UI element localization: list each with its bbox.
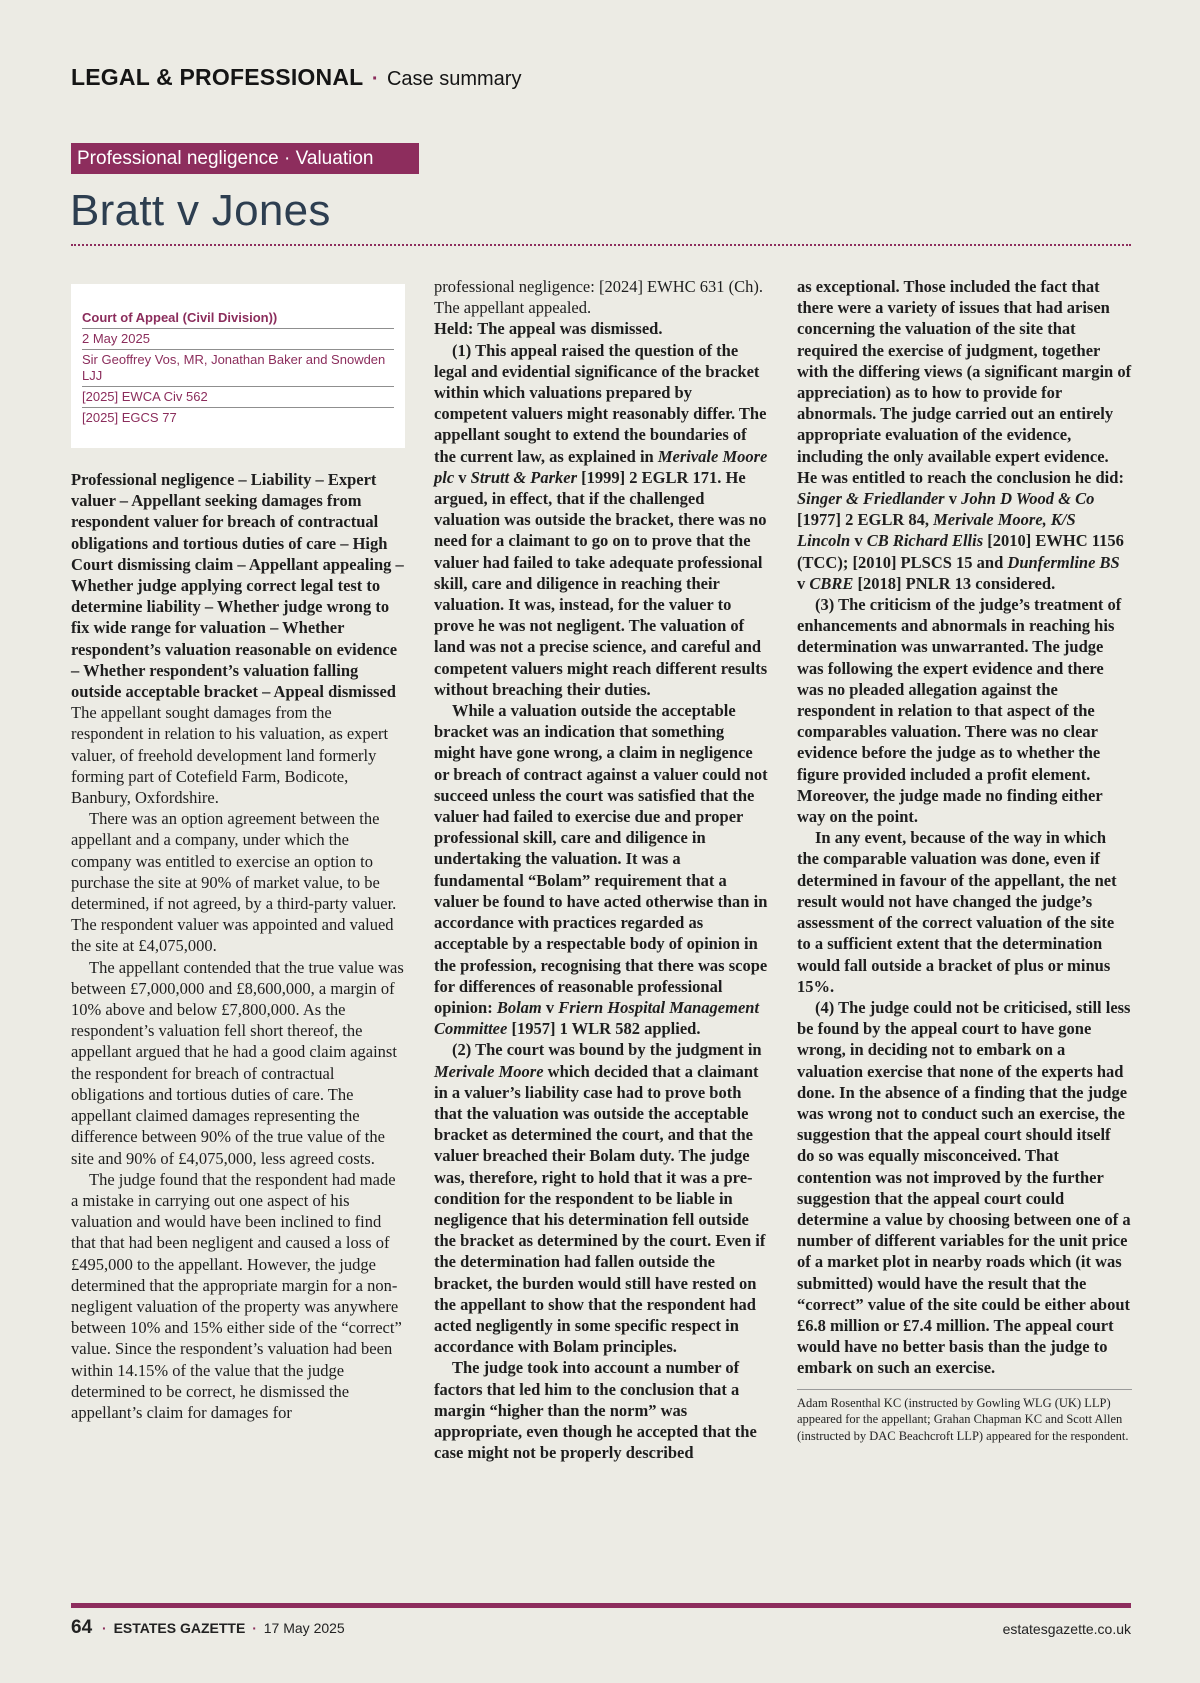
body-paragraph xyxy=(434,1039,769,1357)
body-paragraph xyxy=(797,276,1132,594)
body-paragraph xyxy=(797,997,1132,1379)
text-run: which decided that a claimant in a valuer’s liability case had to prove both that the valuation was outside the acceptable bracket as determined the court, and that the valuer breached their Bolam duty. The judge was, therefore, right to hold that it was a pre-condition for the respondent to be liable in negligence that his determination fell outside the bracket as determined by the court. Even if the determination had fallen outside the bracket, the burden would still have rested on the appellant to show that the respondent had acted negligently in some specific respect in accordance with Bolam principles. xyxy=(434,1061,766,1357)
text-run: In any event, because of the way in which the comparable valuation was done, even if determined in favour of the appellant, the net result would not have changed the judge’s assessment of the correct valuation of the site to a sufficient extent that the determination would fall outside a bracket of plus or minus 15%. xyxy=(797,828,1117,996)
title-divider xyxy=(71,244,1131,246)
text-run: (4) The judge could not be criticised, still less be found by the appeal court to have gone wrong, in deciding not to embark on a valuation exercise that none of the experts had done. In the absence of a finding that the judge was wrong not to conduct such an exercise, the suggestion that the appeal court should itself do so was equally misconceived. That contention was not improved by the further suggestion that the appeal court could determine a value by choosing between one of a number of different variables for the unit price of a market plot in nearby roads which (it was submitted) would have the result that the “correct” value of the site could be either about £6.8 million or £7.4 million. The appeal court would have no better basis than the judge to embark on such an exercise. xyxy=(797,997,1131,1378)
case-name: Merivale Moore plc xyxy=(434,446,768,487)
text-run: v xyxy=(797,573,810,593)
facts-paragraph: The appellant sought damages from the respondent in relation to his valuation, as expert valuer, of freehold development land formerly forming part of Cotefield Farm, Bodicote, Banbury, Oxfordshire. xyxy=(71,703,389,808)
facts-paragraph: The judge found that the respondent had made a mistake in carrying out one aspect of his valuation and would have been inclined to find that that had been negligent and caused a loss of £495,000 to the appellant. However, the judge determined that the appropriate margin for a non-negligent valuation of the property was anywhere between 10% and 15% either side of the “correct” value. Since the respondent’s valuation had been within 14.15% of the value that the judge determined to be correct, he dismissed the appellant’s claim for damages for xyxy=(71,1169,402,1422)
facts-continuation: professional negligence: [2024] EWHC 631 (Ch). The appellant appealed. xyxy=(434,277,764,318)
column-1 xyxy=(71,469,406,1423)
case-name: Merivale Moore, K/S Lincoln xyxy=(797,510,1076,551)
neutral-citation: [2025] EWCA Civ 562 xyxy=(82,387,394,408)
text-run: [1977] 2 EGLR 84, xyxy=(797,510,934,530)
catchwords: Professional negligence – Liability – Expert valuer – Appellant seeking damages from respondent valuer for breach of contractual obligations and tortious duties of care – High Court dismissing claim – Appellant appealing – Whether judge applying correct legal test to determine liability – Whether judge wrong to fix wide range for valuation – Whether respondent’s valuation reasonable on evidence – Whether respondent’s valuation falling outside acceptable bracket – Appeal dismissed xyxy=(71,470,404,702)
text-run: [1999] 2 EGLR 171. He argued, in effect, that if the challenged valuation was outside the bracket, there was no need for a claimant to go on to prove that the valuer had failed to take adequate professional skill, care and diligence in reaching their valuation. It was, instead, for the valuer to prove he was not negligent. The valuation of land was not a precise science, and careful and competent valuers might reach different results without breaching their duties. xyxy=(434,467,768,699)
case-name: Dunfermline BS xyxy=(1007,552,1120,572)
body-paragraph xyxy=(797,594,1132,827)
case-name: Friern Hospital Management Committee xyxy=(434,997,760,1039)
text-run: While a valuation outside the acceptable bracket was an indication that something might have gone wrong, a claim in negligence or breach of contract against a valuer could not succeed unless the court was satisfied that the valuer had failed to exercise due and proper professional skill, care and diligence in undertaking the valuation. It was a fundamental “Bolam” requirement that a valuer be found to have acted otherwise than in accordance with practices regarded as acceptable by a respectable body of opinion in the profession, recognising that there was scope for differences of reasonable professional opinion: xyxy=(434,701,768,1017)
case-name: Merivale Moore xyxy=(434,1061,544,1081)
text-run: v xyxy=(850,531,867,551)
case-name: CB Richard Ellis xyxy=(866,531,984,551)
case-name: CBRE xyxy=(809,573,854,593)
case-name: Singer & Friedlander xyxy=(797,489,945,509)
case-name: John D Wood & Co xyxy=(961,489,1095,509)
body-paragraph xyxy=(434,1357,769,1463)
text-run: (1) This appeal raised the question of the legal and evidential significance of the bracket within which valuations prepared by competent valuers might reasonably differ. The appellant sought to extend the boundaries of the current law, as explained in xyxy=(434,340,767,466)
footer-left xyxy=(71,1617,345,1639)
column-2 xyxy=(434,276,769,1463)
facts-paragraph: The appellant contended that the true value was between £7,000,000 and £8,600,000, a margin of 10% above and below £7,800,000. As the respondent’s valuation fell short thereof, the appellant argued that he had a good claim against the respondent for breach of contractual obligations and tortious duties of care. The appellant claimed damages representing the difference between 90% of the true value of the site and 90% of £4,075,000, less agreed costs. xyxy=(71,957,404,1168)
footer-separator: · xyxy=(252,1620,257,1636)
issue-date: 17 May 2025 xyxy=(263,1620,345,1636)
text-run: [2018] PNLR 13 considered. xyxy=(853,573,1056,593)
counsel-credits: Adam Rosenthal KC (instructed by Gowling WLG (UK) LLP) appeared for the appellant; Grahan Chapman KC and Scott Allen (instructed by DAC Beachcroft LLP) appeared for the respondent. xyxy=(797,1389,1132,1445)
text-run: v xyxy=(541,997,559,1017)
judges: Sir Geoffrey Vos, MR, Jonathan Baker and Snowden LJJ xyxy=(82,350,394,387)
section-separator: · xyxy=(371,68,379,90)
body-paragraph xyxy=(797,827,1132,997)
section-title: LEGAL & PROFESSIONAL xyxy=(71,64,364,90)
text-run: as exceptional. Those included the fact that there were a variety of issues that had arisen concerning the valuation of the site that required the exercise of judgment, together with the differing views (a significant margin of appreciation) as to how to provide for abnormals. The judge carried out an entirely appropriate evaluation of the evidence, including the only available expert evidence. He was entitled to reach the conclusion he did: xyxy=(797,277,1132,487)
text-run: (3) The criticism of the judge’s treatment of enhancements and abnormals in reaching his determination was unwarranted. The judge was following the expert evidence and there was no pleaded allegation against the respondent in relation to that aspect of the comparables valuation. There was no clear evidence before the judge as to whether the figure provided included a profit element. Moreover, the judge made no finding either way on the point. xyxy=(797,595,1122,827)
case-info-box xyxy=(71,284,405,448)
article-title: Bratt v Jones xyxy=(70,186,331,235)
text-run: [1957] 1 WLR 582 applied. xyxy=(507,1019,701,1039)
footer-separator: · xyxy=(102,1620,107,1636)
page-number: 64 xyxy=(71,1617,93,1638)
facts-paragraph: There was an option agreement between the appellant and a company, under which the company was entitled to exercise an option to purchase the site at 90% of market value, to be determined, if not agreed, by a third-party valuer. The respondent valuer was appointed and valued the site at £4,075,000. xyxy=(71,809,397,956)
column-2-body xyxy=(434,276,769,1463)
court-name: Court of Appeal (Civil Division)) xyxy=(82,308,394,329)
website-url: estatesgazette.co.uk xyxy=(1002,1621,1131,1637)
section-subtitle: Case summary xyxy=(386,68,522,90)
body-paragraph xyxy=(434,700,769,1039)
text-run: v xyxy=(454,467,471,487)
footer-rule xyxy=(71,1603,1131,1608)
text-run: v xyxy=(944,489,962,509)
judgment-date: 2 May 2025 xyxy=(82,329,394,350)
column-3 xyxy=(797,276,1132,1444)
text-run: The judge took into account a number of factors that led him to the conclusion that a margin “higher than the norm” was appropriate, even though he accepted that the case might not be properly described xyxy=(434,1358,757,1463)
text-run: (2) The court was bound by the judgment in xyxy=(452,1040,762,1060)
body-paragraph xyxy=(434,340,769,700)
case-name: Bolam xyxy=(496,997,542,1017)
case-name: Strutt & Parker xyxy=(470,467,578,487)
section-header xyxy=(71,64,521,91)
text-run: [2010] EWHC 1156 (TCC); [2010] PLSCS 15 and xyxy=(797,531,1124,572)
topic-tag: Professional negligence · Valuation xyxy=(71,143,419,174)
publication-name: ESTATES GAZETTE xyxy=(113,1620,246,1636)
column-3-body xyxy=(797,276,1132,1379)
held-text: The appeal was dismissed. xyxy=(477,319,663,339)
held-line xyxy=(434,318,769,339)
held-label: Held: xyxy=(434,319,478,339)
egcs-citation: [2025] EGCS 77 xyxy=(82,410,177,425)
